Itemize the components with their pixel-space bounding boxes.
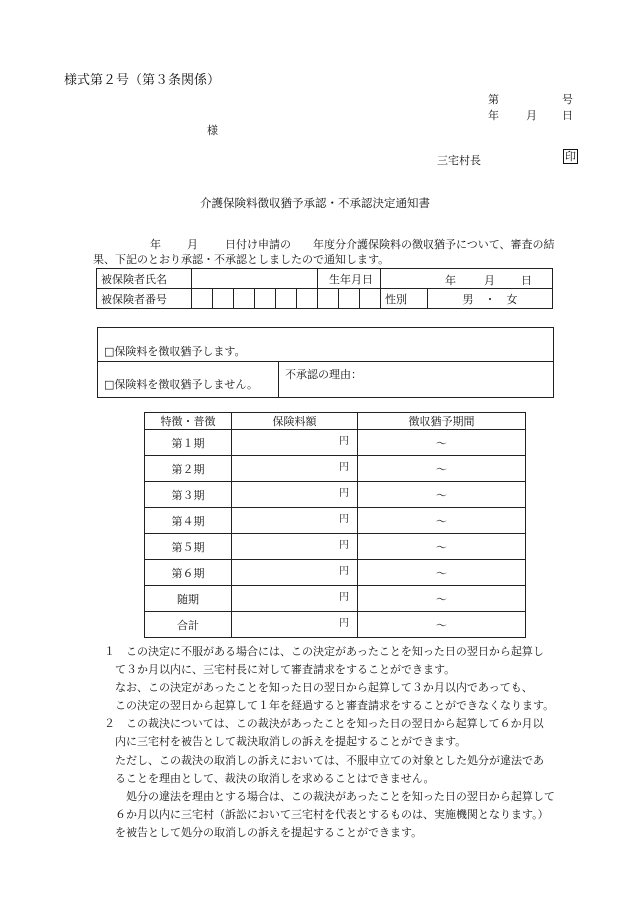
document-title: 介護保険料徴収猶予承認・不承認決定通知書 [200, 196, 430, 210]
deferral-cell: ～ [358, 612, 526, 638]
note-line: 内に三宅村を被告として裁決取消しの訴えを提起することができます。 [104, 735, 467, 749]
sex-label: 性別 [381, 289, 428, 309]
period-label: 第２期 [145, 456, 232, 482]
note-line: この決定の翌日から起算して１年を経過すると審査請求をすることができなくなります。 [104, 699, 555, 713]
amount-cell [232, 560, 358, 586]
period-label: 第５期 [145, 534, 232, 560]
number-box [339, 289, 360, 309]
number-box [318, 289, 339, 309]
yen-unit: 円 [339, 514, 349, 525]
decision-divider [98, 361, 553, 362]
note-line: ることを理由として、裁決の取消しを求めることはできません。 [104, 771, 435, 785]
table-row [145, 612, 526, 638]
date-month: 月 [526, 109, 537, 122]
yen-unit: 円 [339, 618, 349, 629]
deferral-cell: ～ [358, 456, 526, 482]
amount-cell [232, 430, 358, 456]
header-deferral-period: 徴収猶予期間 [358, 413, 526, 430]
notes-section [104, 643, 555, 842]
period-label: 随期 [145, 586, 232, 612]
intro-line-1 [150, 236, 580, 250]
birth-day: 日 [521, 274, 532, 287]
number-box [276, 289, 297, 309]
info-row-name [97, 269, 553, 289]
number-box [255, 289, 276, 309]
yen-unit: 円 [339, 540, 349, 551]
intro-fiscal-text: 年度分介護保険料の徴収猶予について、審査の結 [313, 238, 555, 251]
decision-box [97, 327, 554, 398]
table-row [145, 456, 526, 482]
reject-checkbox-label[interactable]: □保険料を徴収猶予しません。 [104, 378, 259, 391]
table-row [145, 560, 526, 586]
intro-day-applied: 日付け申請の [225, 238, 291, 251]
note-line: を被告として処分の取消しの訴えを提起することができます。 [104, 825, 423, 839]
table-row [145, 482, 526, 508]
period-label: 第３期 [145, 482, 232, 508]
number-dai: 第 [488, 93, 499, 106]
table-row [145, 534, 526, 560]
note-line: １ この決定に不服がある場合には、この決定があったことを知った日の翌日から起算し [104, 645, 544, 658]
deferral-cell: ～ [358, 482, 526, 508]
date-day: 日 [562, 109, 573, 122]
intro-line-2: 果、下記のとおり承認・不承認としましたので通知します。 [93, 253, 390, 266]
insured-info-table [96, 268, 553, 309]
table-row [145, 430, 526, 456]
period-label: 第４期 [145, 508, 232, 534]
yen-unit: 円 [339, 462, 349, 473]
yen-unit: 円 [339, 566, 349, 577]
reason-divider [278, 361, 279, 397]
info-row-number [97, 289, 553, 309]
form-number: 様式第２号（第３条関係） [64, 73, 221, 88]
number-box [360, 289, 381, 309]
deferral-cell: ～ [358, 560, 526, 586]
periods-table [144, 412, 526, 638]
seal-mark: 印 [565, 150, 576, 163]
periods-header-row [145, 413, 526, 430]
reject-reason-label: 不承認の理由： [285, 368, 362, 381]
number-box [192, 289, 213, 309]
date-year: 年 [488, 109, 499, 122]
amount-cell [232, 482, 358, 508]
deferral-cell: ～ [358, 430, 526, 456]
note-line: なお、この決定があったことを知った日の翌日から起算して３か月以内であっても、 [104, 681, 533, 695]
number-box [234, 289, 255, 309]
deferral-cell: ～ [358, 586, 526, 612]
number-box [297, 289, 318, 309]
amount-cell [232, 612, 358, 638]
birth-month: 月 [484, 274, 495, 287]
amount-cell [232, 456, 358, 482]
period-label: 合計 [145, 612, 232, 638]
amount-cell [232, 508, 358, 534]
birth-label: 生年月日 [318, 269, 381, 289]
number-box [213, 289, 234, 309]
name-field [192, 269, 318, 289]
amount-cell [232, 586, 358, 612]
note-line: ２ この裁決については、この裁決があったことを知った日の翌日から起算して６か月以 [104, 717, 544, 731]
period-label: 第１期 [145, 430, 232, 456]
yen-unit: 円 [339, 436, 349, 447]
period-label: 第６期 [145, 560, 232, 586]
sex-value: 男 ・ 女 [428, 289, 553, 309]
note-line: ただし、この裁決の取消しの訴えにおいては、不服申立ての対象とした処分が違法であ [104, 753, 544, 767]
number-label: 被保険者番号 [97, 289, 192, 309]
header-collection-type: 特徴・普徴 [145, 413, 232, 430]
table-row [145, 586, 526, 612]
header-premium-amount: 保険料額 [232, 413, 358, 430]
birth-year: 年 [445, 274, 456, 287]
recipient-suffix: 様 [207, 124, 218, 137]
table-row [145, 508, 526, 534]
yen-unit: 円 [339, 488, 349, 499]
deferral-cell: ～ [358, 508, 526, 534]
name-label: 被保険者氏名 [97, 269, 192, 289]
intro-month: 月 [187, 238, 198, 251]
note-line: て３か月以内に、三宅村長に対して審査請求をすることができます。 [104, 663, 456, 677]
approve-checkbox-label[interactable]: □保険料を徴収猶予します。 [104, 345, 246, 358]
note-line: 処分の違法を理由とする場合は、この裁決があったことを知った日の翌日から起算して [104, 789, 555, 803]
birth-field [381, 269, 553, 289]
intro-year: 年 [150, 238, 161, 251]
yen-unit: 円 [339, 592, 349, 603]
note-line: ６か月以内に三宅村（訴訟において三宅村を代表とするものは、実施機関となります。） [104, 807, 549, 821]
deferral-cell: ～ [358, 534, 526, 560]
amount-cell [232, 534, 358, 560]
sender-name: 三宅村長 [437, 154, 481, 167]
number-go: 号 [562, 93, 573, 106]
